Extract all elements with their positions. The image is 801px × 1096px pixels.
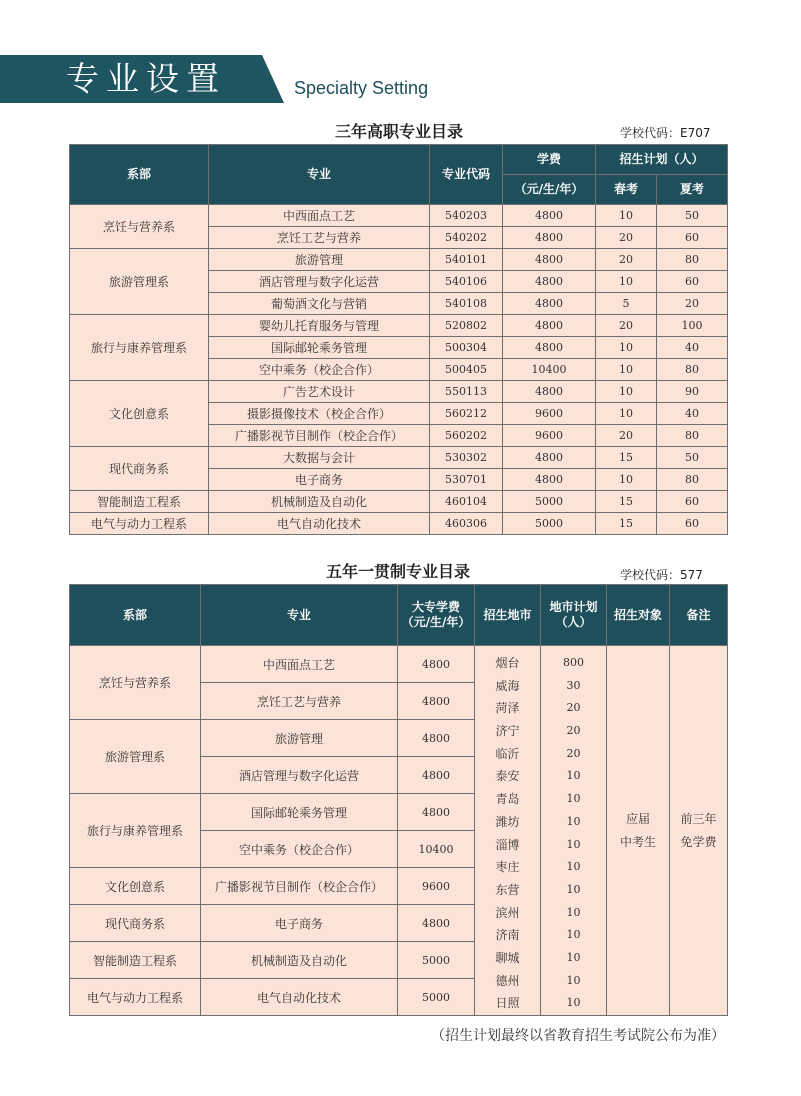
table-row xyxy=(70,381,728,403)
fee-cell: 9600 xyxy=(503,403,596,425)
fee-cell: 4800 xyxy=(503,447,596,469)
fee-cell: 5000 xyxy=(503,513,596,535)
fee-cell: 5000 xyxy=(398,942,475,979)
region-plan: 10 xyxy=(566,905,581,919)
col2-fee xyxy=(398,585,475,646)
table-row xyxy=(70,447,728,469)
fee-cell: 4800 xyxy=(503,249,596,271)
spring-cell: 15 xyxy=(596,513,657,535)
fee-cell: 4800 xyxy=(503,293,596,315)
region-city: 聊城 xyxy=(495,950,520,965)
summer-cell: 20 xyxy=(657,293,728,315)
region-plan: 10 xyxy=(566,792,581,806)
code-cell: 550113 xyxy=(430,381,503,403)
fee-cell: 4800 xyxy=(503,271,596,293)
region-plan: 10 xyxy=(566,837,581,851)
note-line: 前三年 xyxy=(680,811,717,826)
dept-cell: 旅游管理系 xyxy=(70,720,201,794)
region-plan: 10 xyxy=(566,928,581,942)
region-plan: 30 xyxy=(566,678,581,692)
col-dept: 系部 xyxy=(70,145,209,205)
major-cell: 电气自动化技术 xyxy=(209,513,430,535)
summer-cell: 60 xyxy=(657,227,728,249)
fee-cell: 4800 xyxy=(398,905,475,942)
spring-cell: 20 xyxy=(596,425,657,447)
five-year-table xyxy=(69,584,728,1016)
region-plan: 10 xyxy=(566,996,581,1010)
col2-region: 招生地市 xyxy=(475,585,541,646)
region-plan: 10 xyxy=(566,814,581,828)
major-cell: 国际邮轮乘务管理 xyxy=(209,337,430,359)
fee-cell: 4800 xyxy=(503,205,596,227)
plan-list xyxy=(541,646,607,1016)
table-row xyxy=(70,646,728,683)
region-city: 潍坊 xyxy=(495,814,520,829)
major-cell: 酒店管理与数字化运营 xyxy=(201,757,398,794)
major-cell: 大数据与会计 xyxy=(209,447,430,469)
fee-cell: 5000 xyxy=(503,491,596,513)
summer-cell: 90 xyxy=(657,381,728,403)
table-row xyxy=(70,249,728,271)
summer-cell: 50 xyxy=(657,447,728,469)
dept-cell: 智能制造工程系 xyxy=(70,491,209,513)
spring-cell: 5 xyxy=(596,293,657,315)
summer-cell: 80 xyxy=(657,469,728,491)
fee-cell: 4800 xyxy=(398,757,475,794)
region-plan: 800 xyxy=(563,656,584,669)
major-cell: 广播影视节目制作（校企合作） xyxy=(201,868,398,905)
region-city: 滨州 xyxy=(495,905,520,920)
dept-cell: 文化创意系 xyxy=(70,868,201,905)
code-cell: 540108 xyxy=(430,293,503,315)
col-fee-unit: （元/生/年） xyxy=(503,175,596,205)
code-cell: 540202 xyxy=(430,227,503,249)
code-cell: 540101 xyxy=(430,249,503,271)
fee-cell: 10400 xyxy=(503,359,596,381)
spring-cell: 10 xyxy=(596,359,657,381)
fee-cell: 4800 xyxy=(398,720,475,757)
major-cell: 广告艺术设计 xyxy=(209,381,430,403)
region-city: 菏泽 xyxy=(495,701,520,716)
col-code: 专业代码 xyxy=(430,145,503,205)
code-cell: 500304 xyxy=(430,337,503,359)
spring-cell: 10 xyxy=(596,403,657,425)
note-cell xyxy=(670,646,728,1016)
summer-cell: 40 xyxy=(657,337,728,359)
three-year-table xyxy=(69,144,728,535)
fee-cell: 4800 xyxy=(503,315,596,337)
col-summer: 夏考 xyxy=(657,175,728,205)
region-plan: 10 xyxy=(566,860,581,874)
spring-cell: 10 xyxy=(596,205,657,227)
major-cell: 机械制造及自动化 xyxy=(209,491,430,513)
major-cell: 摄影摄像技术（校企合作） xyxy=(209,403,430,425)
fee-cell: 4800 xyxy=(398,646,475,683)
spring-cell: 10 xyxy=(596,271,657,293)
major-cell: 旅游管理 xyxy=(209,249,430,271)
spring-cell: 10 xyxy=(596,337,657,359)
major-cell: 电子商务 xyxy=(201,905,398,942)
code-cell: 500405 xyxy=(430,359,503,381)
major-cell: 烹饪工艺与营养 xyxy=(201,683,398,720)
col-spring: 春考 xyxy=(596,175,657,205)
region-city: 德州 xyxy=(495,973,520,988)
spring-cell: 20 xyxy=(596,249,657,271)
dept-cell: 智能制造工程系 xyxy=(70,942,201,979)
region-city: 日照 xyxy=(495,996,520,1011)
region-city: 淄博 xyxy=(495,837,520,852)
fee-cell: 4800 xyxy=(503,469,596,491)
fee-cell: 10400 xyxy=(398,831,475,868)
dept-cell: 现代商务系 xyxy=(70,447,209,491)
page-subtitle: Specialty Setting xyxy=(294,78,429,98)
table-row xyxy=(70,491,728,513)
code-cell: 460306 xyxy=(430,513,503,535)
code-cell: 520802 xyxy=(430,315,503,337)
dept-cell: 电气与动力工程系 xyxy=(70,979,201,1016)
region-city: 青岛 xyxy=(495,792,520,807)
major-cell: 中西面点工艺 xyxy=(201,646,398,683)
target-line: 应届 xyxy=(625,811,650,826)
target-line: 中考生 xyxy=(619,834,656,849)
code-cell: 540203 xyxy=(430,205,503,227)
major-cell: 广播影视节目制作（校企合作） xyxy=(209,425,430,447)
region-city: 威海 xyxy=(495,678,520,693)
col2-plan xyxy=(541,585,607,646)
section2-title: 五年一贯制专业目录 xyxy=(326,562,471,581)
dept-cell: 电气与动力工程系 xyxy=(70,513,209,535)
code-cell: 560202 xyxy=(430,425,503,447)
col2-fee-label: 大专学费 xyxy=(411,600,460,614)
table-row xyxy=(70,205,728,227)
summer-cell: 60 xyxy=(657,491,728,513)
region-city: 济南 xyxy=(495,928,520,943)
region-city: 烟台 xyxy=(495,656,520,670)
major-cell: 电子商务 xyxy=(209,469,430,491)
fee-cell: 4800 xyxy=(503,337,596,359)
spring-cell: 15 xyxy=(596,491,657,513)
col2-dept: 系部 xyxy=(70,585,201,646)
major-cell: 空中乘务（校企合作） xyxy=(209,359,430,381)
region-city: 济宁 xyxy=(495,724,520,739)
major-cell: 中西面点工艺 xyxy=(209,205,430,227)
col-fee: 学费 xyxy=(503,145,596,175)
major-cell: 葡萄酒文化与营销 xyxy=(209,293,430,315)
dept-cell: 旅行与康养管理系 xyxy=(70,315,209,381)
major-cell: 旅游管理 xyxy=(201,720,398,757)
page-title: 专业设置 xyxy=(66,59,226,98)
region-plan: 10 xyxy=(566,973,581,987)
summer-cell: 60 xyxy=(657,271,728,293)
summer-cell: 80 xyxy=(657,249,728,271)
footnote: （招生计划最终以省教育招生考试院公布为准） xyxy=(431,1028,725,1044)
section1-school-code: 学校代码：E707 xyxy=(620,126,711,140)
dept-cell: 旅游管理系 xyxy=(70,249,209,315)
fee-cell: 4800 xyxy=(503,227,596,249)
dept-cell: 现代商务系 xyxy=(70,905,201,942)
spring-cell: 10 xyxy=(596,469,657,491)
fee-cell: 4800 xyxy=(503,381,596,403)
region-plan: 10 xyxy=(566,882,581,896)
table-row xyxy=(70,315,728,337)
fee-cell: 5000 xyxy=(398,979,475,1016)
spring-cell: 20 xyxy=(596,315,657,337)
major-cell: 电气自动化技术 xyxy=(201,979,398,1016)
target-cell xyxy=(607,646,670,1016)
summer-cell: 60 xyxy=(657,513,728,535)
code-cell: 540106 xyxy=(430,271,503,293)
major-cell: 烹饪工艺与营养 xyxy=(209,227,430,249)
dept-cell: 烹饪与营养系 xyxy=(70,646,201,720)
major-cell: 婴幼儿托育服务与管理 xyxy=(209,315,430,337)
spring-cell: 20 xyxy=(596,227,657,249)
summer-cell: 100 xyxy=(657,315,728,337)
dept-cell: 旅行与康养管理系 xyxy=(70,794,201,868)
summer-cell: 40 xyxy=(657,403,728,425)
major-cell: 酒店管理与数字化运营 xyxy=(209,271,430,293)
major-cell: 空中乘务（校企合作） xyxy=(201,831,398,868)
code-cell: 530701 xyxy=(430,469,503,491)
major-cell: 国际邮轮乘务管理 xyxy=(201,794,398,831)
fee-cell: 9600 xyxy=(503,425,596,447)
region-plan: 20 xyxy=(566,746,581,760)
region-city: 泰安 xyxy=(495,769,520,784)
region-plan: 10 xyxy=(566,950,581,964)
code-cell: 530302 xyxy=(430,447,503,469)
spring-cell: 15 xyxy=(596,447,657,469)
region-city: 临沂 xyxy=(495,746,520,761)
region-plan: 20 xyxy=(566,701,581,715)
summer-cell: 80 xyxy=(657,359,728,381)
col2-plan-label: 地市计划 xyxy=(549,600,598,614)
region-list xyxy=(475,646,541,1016)
col2-major: 专业 xyxy=(201,585,398,646)
code-cell: 560212 xyxy=(430,403,503,425)
summer-cell: 80 xyxy=(657,425,728,447)
region-city: 东营 xyxy=(495,882,520,897)
table-row xyxy=(70,513,728,535)
dept-cell: 烹饪与营养系 xyxy=(70,205,209,249)
fee-cell: 9600 xyxy=(398,868,475,905)
major-cell: 机械制造及自动化 xyxy=(201,942,398,979)
code-cell: 460104 xyxy=(430,491,503,513)
col2-target: 招生对象 xyxy=(607,585,670,646)
col-major: 专业 xyxy=(209,145,430,205)
spring-cell: 10 xyxy=(596,381,657,403)
region-plan: 10 xyxy=(566,769,581,783)
fee-cell: 4800 xyxy=(398,683,475,720)
note-line: 免学费 xyxy=(680,834,717,849)
col-plan: 招生计划（人） xyxy=(596,145,728,175)
col2-note: 备注 xyxy=(670,585,728,646)
section1-title: 三年高职专业目录 xyxy=(335,122,464,141)
fee-cell: 4800 xyxy=(398,794,475,831)
region-city: 枣庄 xyxy=(495,860,520,875)
region-plan: 20 xyxy=(566,724,581,738)
summer-cell: 50 xyxy=(657,205,728,227)
dept-cell: 文化创意系 xyxy=(70,381,209,447)
col2-plan-unit: （人） xyxy=(555,615,592,629)
col2-fee-unit: （元/生/年） xyxy=(401,615,471,629)
section2-school-code: 学校代码：577 xyxy=(620,568,703,582)
